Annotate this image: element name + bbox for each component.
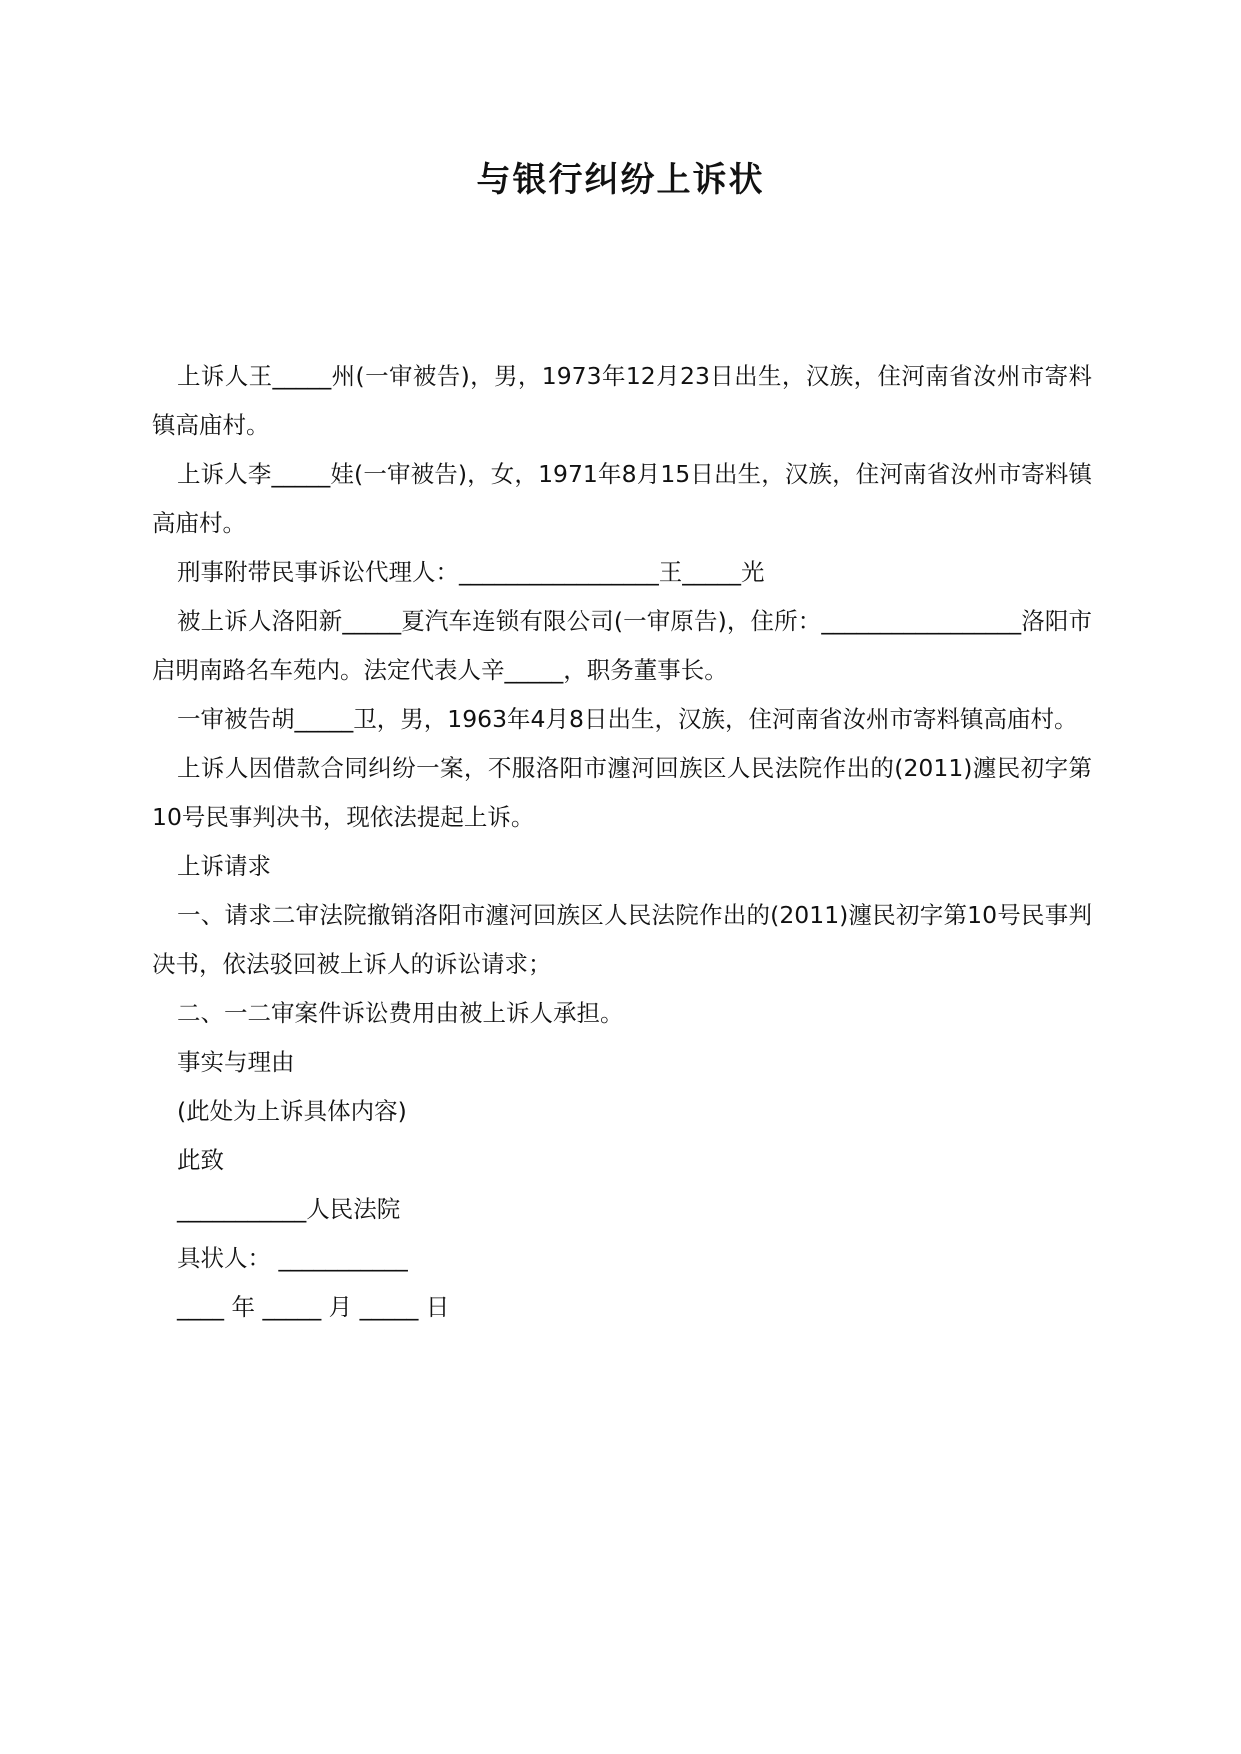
date-line: ____ 年 _____ 月 _____ 日	[177, 1293, 450, 1321]
facts-reasons-heading: 事实与理由	[177, 1048, 295, 1076]
appellant-2-paragraph: 上诉人李_____娃(一审被告)，女，1971年8月15日出生，汉族，住河南省汝州市寄料镇高庙村。	[152, 460, 1092, 537]
request-1-paragraph: 一、请求二审法院撤销洛阳市瀍河回族区人民法院作出的(2011)瀍民初字第10号民事判决书，依法驳回被上诉人的诉讼请求；	[152, 901, 1092, 978]
signer-line: 具状人： ___________	[177, 1244, 408, 1272]
appellee-paragraph: 被上诉人洛阳新_____夏汽车连锁有限公司(一审原告)，住所：_________________洛阳市启明南路名车苑内。法定代表人辛_____，职务董事长。	[152, 607, 1092, 684]
request-2-paragraph: 二、一二审案件诉讼费用由被上诉人承担。	[177, 999, 624, 1027]
appeal-requests-heading: 上诉请求	[177, 852, 271, 880]
salutation: 此致	[177, 1146, 224, 1174]
first-instance-defendant-paragraph: 一审被告胡_____卫，男，1963年4月8日出生，汉族，住河南省汝州市寄料镇高庙村。	[177, 705, 1078, 733]
court-line: ___________人民法院	[177, 1195, 401, 1223]
content-placeholder: (此处为上诉具体内容)	[177, 1097, 407, 1125]
appellant-1-paragraph: 上诉人王_____州(一审被告)，男，1973年12月23日出生，汉族，住河南省汝州市寄料镇高庙村。	[152, 362, 1092, 439]
agent-paragraph: 刑事附带民事诉讼代理人：_________________王_____光	[177, 558, 765, 586]
document-body	[152, 352, 1092, 1332]
appeal-reason-paragraph: 上诉人因借款合同纠纷一案，不服洛阳市瀍河回族区人民法院作出的(2011)瀍民初字第10号民事判决书，现依法提起上诉。	[152, 754, 1092, 831]
document-title: 与银行纠纷上诉状	[476, 160, 765, 200]
